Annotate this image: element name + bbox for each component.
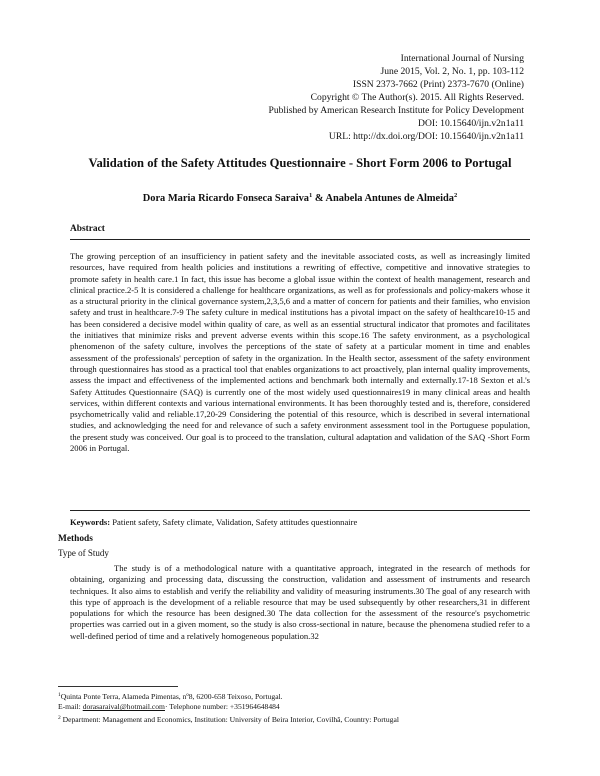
author-2: Anabela Antunes de Almeida [325, 193, 454, 204]
author-1-affil-mark: 1 [308, 192, 313, 199]
header-copyright: Copyright © The Author(s). 2015. All Rights Reserved. [310, 92, 524, 103]
footnote-rule [58, 686, 178, 687]
keywords-text: Patient safety, Safety climate, Validation, Safety attitudes questionnaire [110, 517, 358, 527]
header-publisher: Published by American Research Institute for Policy Development [268, 105, 524, 116]
methods-heading: Methods [58, 534, 93, 544]
methods-paragraph: The study is of a methodological nature with a quantitative approach, integrated in the research of methods for obtaining, organizing and processing data, discussing the construction, validation and assessment of instruments and research techniques. It also aims to establish and verify the reliability and validity of measuring instruments.30 The goal of any research with this type of approach is the development of a reliable resource that may be used subsequently by other researchers,31 in different populations for which the resource has been designed.30 The data collection for the assessment of the resource's psychometric properties was carried out in a given moment, so the study is also cross-sectional in nature, because the phenomena studied refer to a well-defined period of time and a relatively homogeneous population.32 [70, 563, 530, 641]
abstract-body: The growing perception of an insufficiency in patient safety and the inevitable associated costs, as well as increasingly limited resources, have required from health policies and institutions a rewriting of effective, competitive and innovative strategies to promote safety in health care.1 In fact, this issue has become a global issue within the context of health management, research and clinical practice.2-5 It is considered a challenge for healthcare organizations, as well as for professionals and policy-makers whose it as a structural priority in the clinical governance system,2,3,5,6 and a matter of concern for patients and their families, who envision safety and trust in healthcare.7-9 The safety culture in medical institutions has a pivotal impact on the safety of healthcare10-15 and has been considered a decisive model within quality of care, as well as an essential structural indicator that promotes and facilitates the initiatives that minimize risks and prevent adverse events within this scope.16 The safety environment, as a psychological phenomenon of the safety culture, involves the perceptions of the state of safety at a particular moment in time and enables assessment of the professionals' perception of safety in the organization. In the Health sector, assessment of the safety environment through questionnaires has stood as a practical tool that enables organizations to act proactively, plan internal quality improvements, assess the impact and effectiveness of the implemented actions and benchmark both internally and externally.17-18 Sexton et al.'s Safety Attitudes Questionnaire (SAQ) is currently one of the most widely used questionnaires19 in many clinical areas and health services, within different contexts and various international environments. It has been thoroughly tested and is, therefore, considered psychometrically valid and reliable.17,20-29 Considering the potential of this resource, which is described in several international studies, and acknowledging the need for and relevance of such a safety environment assessment tool in the Portuguese population, the present study was conceived. Our goal is to proceed to the translation, cultural adaptation and validation of the SAQ -Short Form 2006 in Portugal. [70, 251, 530, 454]
journal-header [268, 52, 524, 143]
footnote-2-mark: 2 [58, 714, 61, 721]
author-separator: & [312, 193, 326, 204]
author-1: Dora Maria Ricardo Fonseca Saraiva [142, 193, 309, 204]
footnote-2 [58, 713, 538, 725]
footnote-email-link[interactable]: dorasaraival@hotmail.com [82, 702, 165, 712]
abstract-top-rule [70, 239, 530, 240]
footnote-1 [58, 690, 538, 702]
footnotes [58, 690, 538, 725]
footnote-1-address: Quinta Ponte Terra, Alameda Pimentas, nº8, 6200-658 Teixoso, Portugal. [60, 692, 283, 701]
paper-title: Validation of the Safety Attitudes Questionnaire - Short Form 2006 to Portugal [88, 156, 512, 170]
keywords-line [70, 517, 357, 527]
header-issn: ISSN 2373-7662 (Print) 2373-7670 (Online) [352, 79, 524, 90]
header-doi: DOI: 10.15640/ijn.v2n1a11 [418, 118, 524, 129]
abstract-heading: Abstract [70, 224, 105, 234]
header-issue: June 2015, Vol. 2, No. 1, pp. 103-112 [380, 66, 524, 77]
footnote-phone: · Telephone number: +351964648484 [164, 702, 280, 712]
footnote-email-label: E-mail: [58, 702, 83, 712]
type-of-study-heading: Type of Study [58, 548, 109, 558]
abstract-bottom-rule [70, 510, 530, 511]
header-url: URL: http://dx.doi.org/DOI: 10.15640/ijn.v2n1a11 [328, 131, 524, 142]
keywords-label: Keywords: [70, 517, 111, 527]
header-journal: International Journal of Nursing [400, 53, 524, 64]
author-line [0, 192, 600, 204]
footnote-1-mark: 1 [58, 692, 61, 698]
author-2-affil-mark: 2 [453, 192, 458, 199]
footnote-1-contact [58, 702, 538, 712]
footnote-2-affiliation: Department: Management and Economics, Institution: University of Beira Interior, Covilhã, Country: Portugal [60, 714, 399, 724]
